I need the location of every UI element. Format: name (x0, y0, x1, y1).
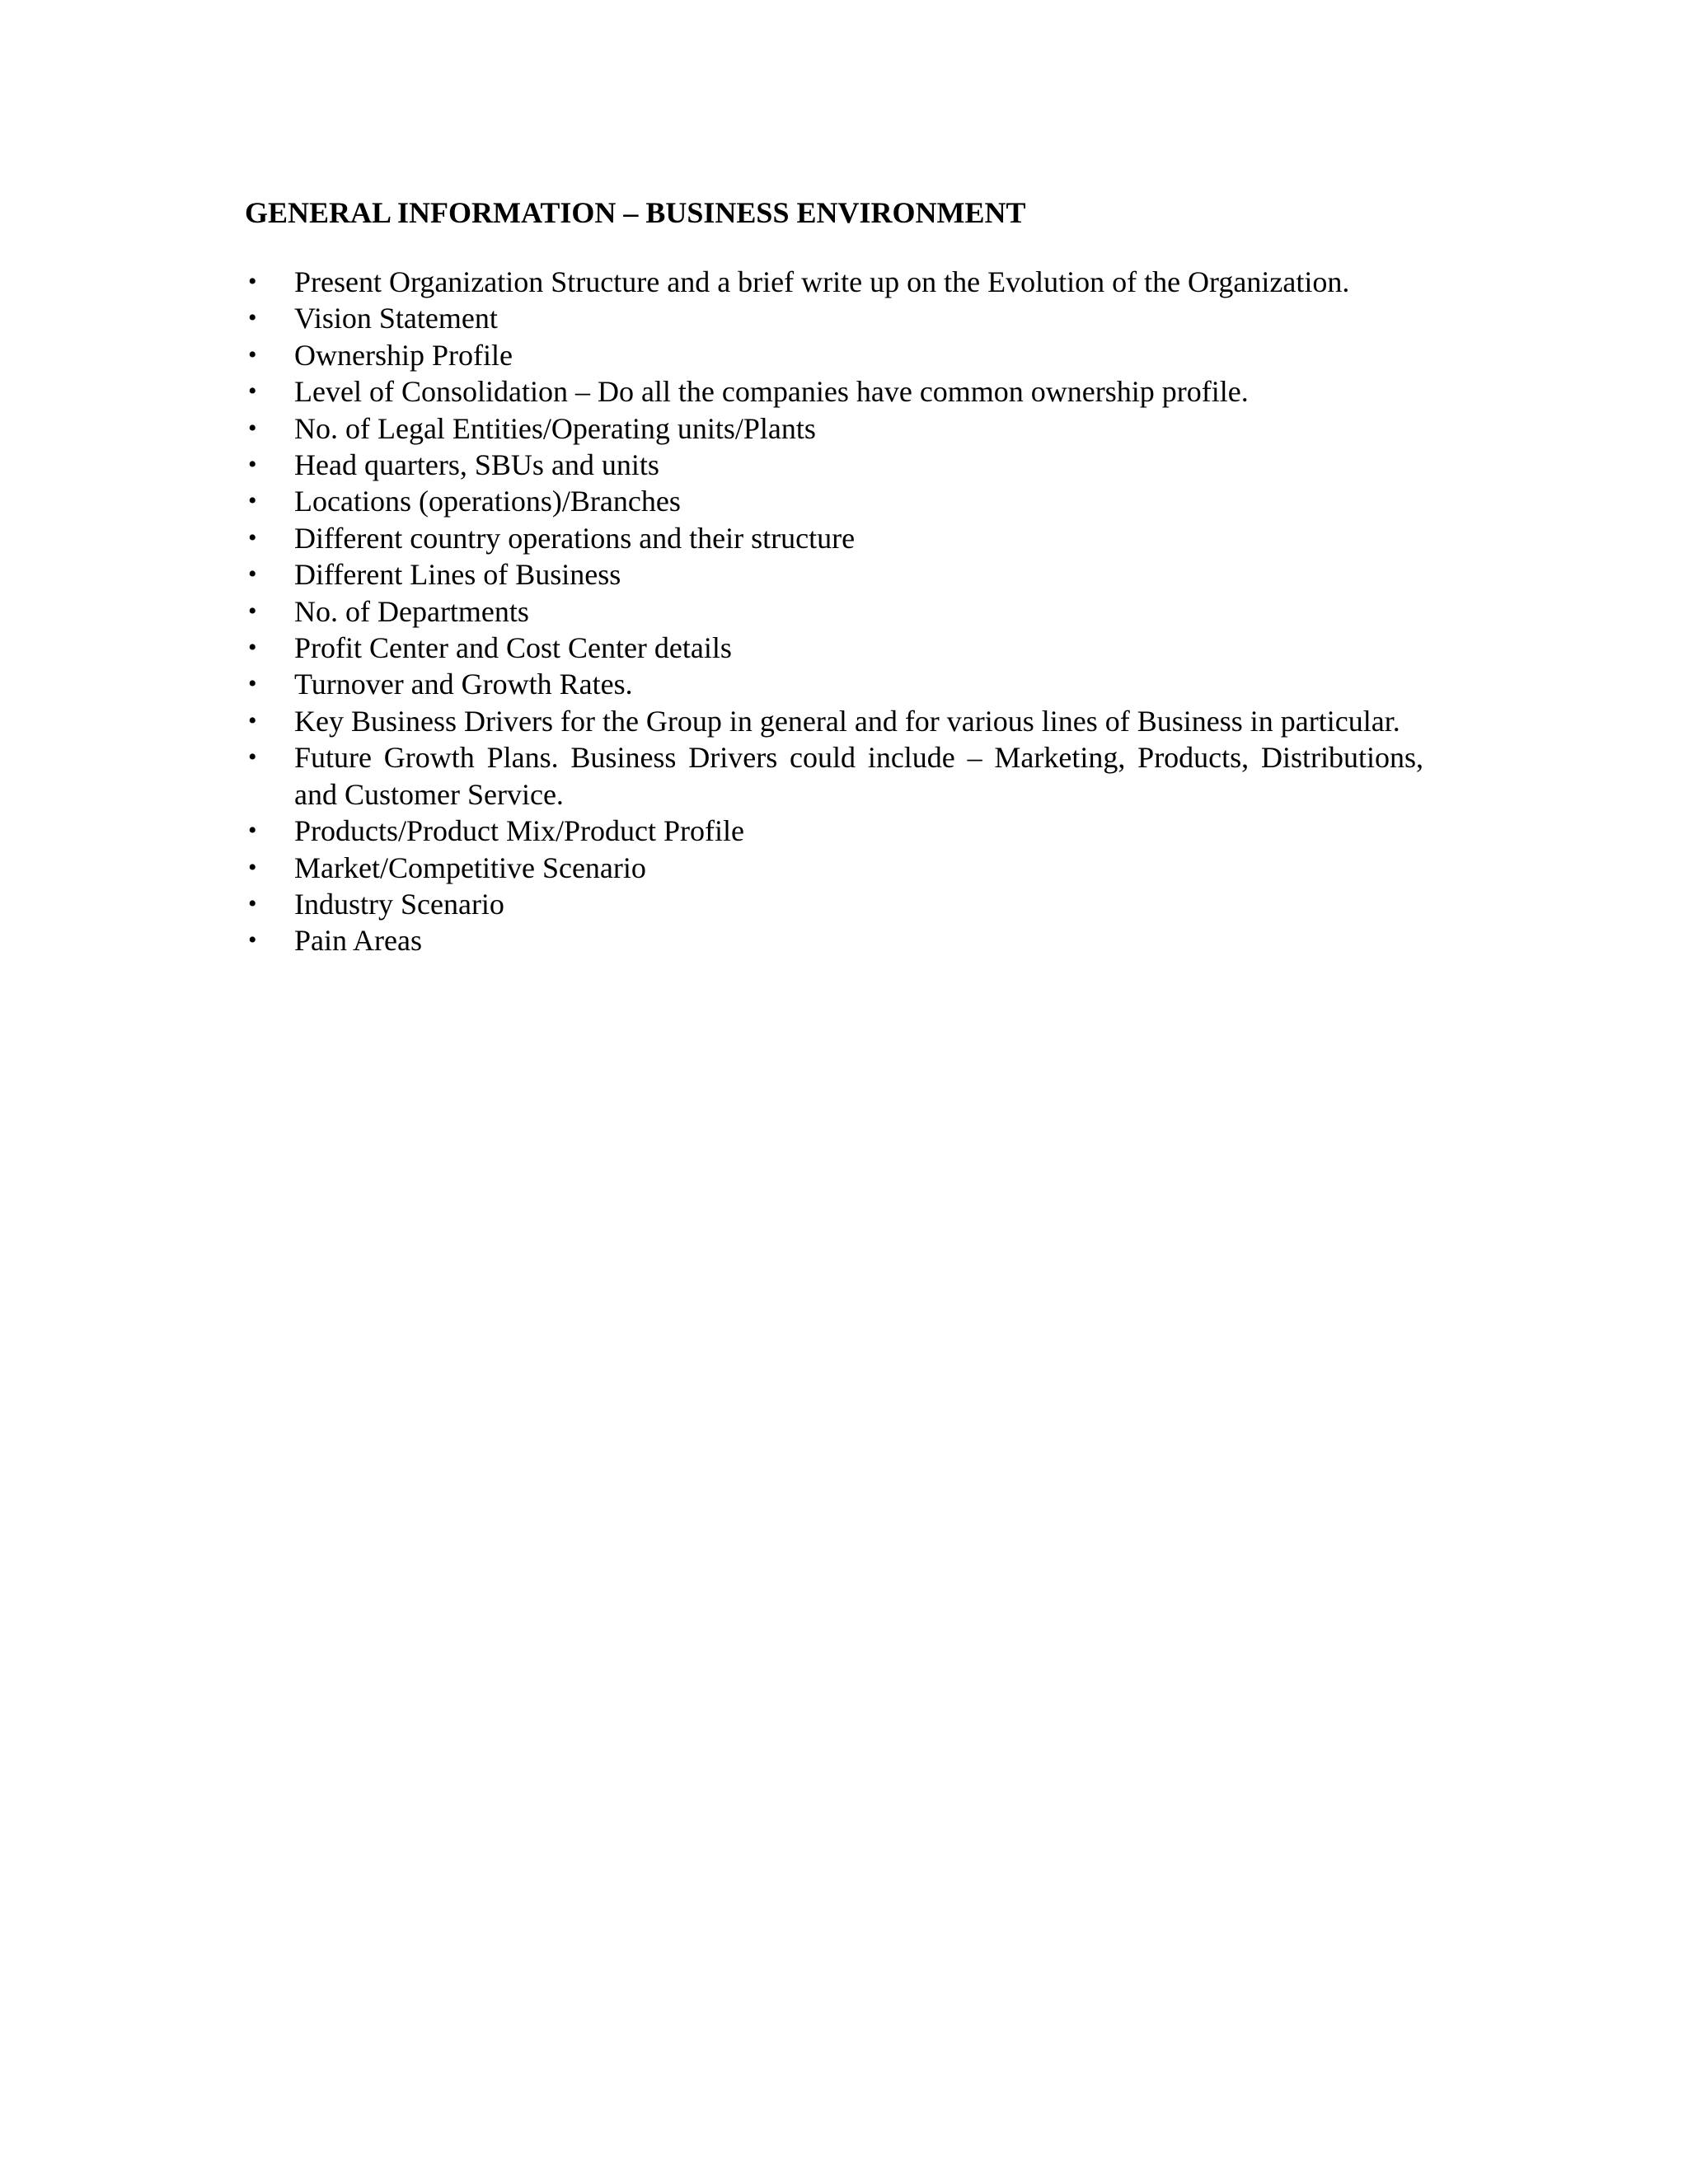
bullet-icon: • (248, 487, 257, 515)
list-item (245, 337, 1423, 373)
list-item-text: Different Lines of Business (294, 558, 621, 592)
list-item-text: Ownership Profile (294, 338, 513, 372)
bullet-icon: • (248, 268, 257, 295)
bullet-icon: • (248, 817, 257, 845)
bullet-icon: • (248, 853, 257, 881)
list-item-text: Products/Product Mix/Product Profile (294, 814, 744, 848)
bullet-icon: • (248, 451, 257, 479)
list-item (245, 373, 1423, 410)
bullet-icon: • (248, 634, 257, 662)
list-item-text: Pain Areas (294, 924, 422, 958)
bullet-icon: • (248, 304, 257, 332)
list-item-text: Turnover and Growth Rates. (294, 668, 633, 701)
list-item (245, 264, 1423, 300)
bullet-icon: • (248, 560, 257, 588)
list-item (245, 410, 1423, 447)
list-item-text: Key Business Drivers for the Group in general and for various lines of Business in particular. (294, 704, 1400, 738)
list-item-text: No. of Departments (294, 594, 529, 628)
list-item (245, 520, 1423, 556)
list-item-text: Vision Statement (294, 302, 498, 335)
list-item (245, 813, 1423, 849)
bullet-icon: • (248, 523, 257, 551)
list-item-text: Locations (operations)/Branches (294, 485, 681, 518)
list-item-text: No. of Legal Entities/Operating units/Plants (294, 411, 816, 445)
list-item (245, 703, 1423, 739)
list-item-text: Market/Competitive Scenario (294, 851, 646, 884)
list-item-text: Present Organization Structure and a brief write up on the Evolution of the Organization. (294, 265, 1350, 298)
bullet-list (245, 264, 1423, 959)
list-item-text: Level of Consolidation – Do all the companies have common ownership profile. (294, 375, 1249, 409)
list-item-text: Industry Scenario (294, 887, 504, 921)
document-title: GENERAL INFORMATION – BUSINESS ENVIRONMENT (245, 196, 1026, 229)
list-item-text: Head quarters, SBUs and units (294, 448, 659, 482)
bullet-icon: • (248, 670, 257, 698)
bullet-icon: • (248, 377, 257, 405)
bullet-icon: • (248, 597, 257, 625)
list-item (245, 483, 1423, 519)
bullet-icon: • (248, 743, 257, 771)
list-item (245, 739, 1423, 813)
bullet-icon: • (248, 340, 257, 368)
list-item (245, 630, 1423, 666)
list-item-text: Profit Center and Cost Center details (294, 631, 732, 665)
list-item-text: Future Growth Plans. Business Drivers could include – Marketing, Products, Distributions, and Customer Service. (294, 741, 1423, 811)
list-item (245, 300, 1423, 336)
list-item (245, 447, 1423, 483)
bullet-icon: • (248, 414, 257, 442)
list-item (245, 556, 1423, 593)
list-item (245, 666, 1423, 702)
list-item (245, 593, 1423, 630)
list-item (245, 922, 1423, 958)
list-item-text: Different country operations and their structure (294, 521, 856, 555)
list-item (245, 850, 1423, 886)
bullet-icon: • (248, 926, 257, 954)
list-item (245, 886, 1423, 922)
bullet-icon: • (248, 706, 257, 734)
bullet-icon: • (248, 889, 257, 917)
